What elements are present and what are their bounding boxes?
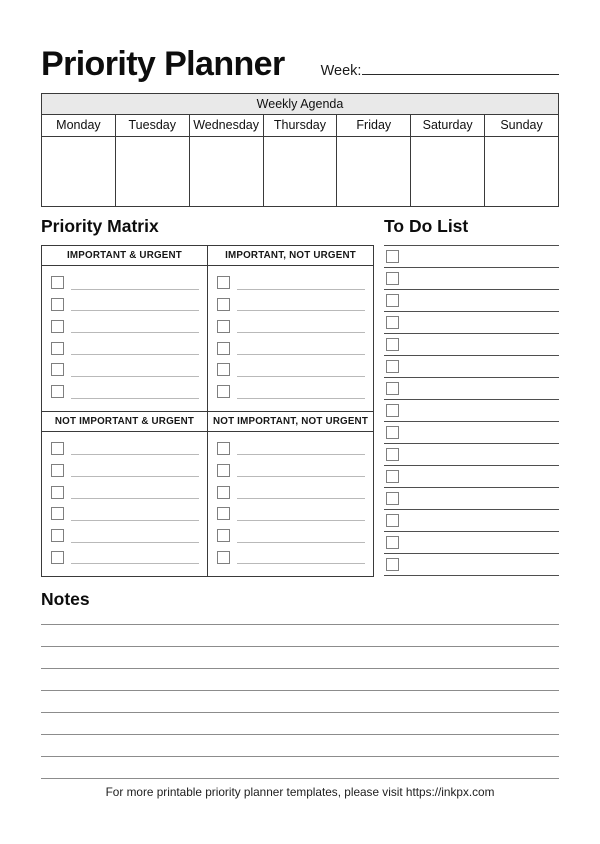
matrix-task-row: [51, 381, 199, 403]
week-input-line: [362, 61, 559, 75]
notes-write-line: [41, 757, 559, 779]
checkbox[interactable]: [386, 316, 399, 329]
task-write-line: [237, 520, 365, 521]
agenda-entry-cell: [263, 136, 337, 206]
task-write-line: [237, 454, 365, 455]
quadrant-header-not-important-not-urgent: NOT IMPORTANT, NOT URGENT: [208, 411, 374, 431]
matrix-task-row: [217, 481, 365, 503]
matrix-header-row: [42, 411, 374, 431]
priority-matrix-section: [41, 216, 374, 578]
checkbox[interactable]: [51, 486, 64, 499]
todo-list-section: [384, 216, 559, 576]
checkbox[interactable]: [386, 492, 399, 505]
checkbox[interactable]: [217, 298, 230, 311]
task-write-line: [71, 289, 199, 290]
matrix-task-row: [51, 337, 199, 359]
footer-text: For more printable priority planner templates, please visit https://inkpx.com: [105, 785, 495, 800]
checkbox[interactable]: [386, 382, 399, 395]
checkbox[interactable]: [386, 338, 399, 351]
task-write-line: [71, 398, 199, 399]
checkbox[interactable]: [217, 551, 230, 564]
agenda-day-header: Sunday: [485, 114, 559, 136]
checkbox[interactable]: [217, 363, 230, 376]
todo-row: [384, 312, 559, 334]
matrix-task-row: [217, 547, 365, 569]
agenda-entry-row: [42, 136, 559, 206]
todo-row: [384, 444, 559, 466]
todo-row: [384, 554, 559, 576]
agenda-entry-cell: [337, 136, 411, 206]
todo-row: [384, 378, 559, 400]
checkbox[interactable]: [386, 514, 399, 527]
quadrant-cell-important-urgent: [42, 265, 208, 411]
task-write-line: [71, 310, 199, 311]
todo-row: [384, 400, 559, 422]
matrix-task-row: [217, 359, 365, 381]
checkbox[interactable]: [386, 558, 399, 571]
checkbox[interactable]: [51, 529, 64, 542]
notes-section: [41, 589, 559, 779]
matrix-task-row: [51, 438, 199, 460]
agenda-entry-cell: [411, 136, 485, 206]
agenda-day-header: Friday: [337, 114, 411, 136]
checkbox[interactable]: [51, 320, 64, 333]
matrix-task-row: [51, 272, 199, 294]
weekly-agenda-table: [41, 93, 559, 207]
weekly-agenda-title: Weekly Agenda: [42, 93, 559, 114]
todo-row: [384, 268, 559, 290]
checkbox[interactable]: [386, 360, 399, 373]
checkbox[interactable]: [386, 426, 399, 439]
task-write-line: [237, 398, 365, 399]
task-write-line: [237, 476, 365, 477]
task-write-line: [237, 542, 365, 543]
task-write-line: [237, 289, 365, 290]
checkbox[interactable]: [51, 442, 64, 455]
quadrant-cell-important-not-urgent: [208, 265, 374, 411]
notes-write-line: [41, 618, 559, 625]
task-write-line: [71, 376, 199, 377]
task-write-line: [71, 454, 199, 455]
task-write-line: [71, 520, 199, 521]
matrix-header-row: [42, 245, 374, 265]
matrix-task-row: [217, 503, 365, 525]
checkbox[interactable]: [386, 448, 399, 461]
notes-write-line: [41, 625, 559, 647]
agenda-entry-cell: [189, 136, 263, 206]
checkbox[interactable]: [217, 342, 230, 355]
main-section: [41, 216, 559, 578]
checkbox[interactable]: [386, 536, 399, 549]
task-write-line: [237, 332, 365, 333]
matrix-task-row: [51, 459, 199, 481]
task-write-line: [71, 354, 199, 355]
task-write-line: [237, 498, 365, 499]
week-label: Week:: [320, 63, 362, 79]
agenda-title-row: [42, 93, 559, 114]
page-title: Priority Planner: [41, 45, 285, 83]
checkbox[interactable]: [51, 551, 64, 564]
checkbox[interactable]: [217, 507, 230, 520]
matrix-task-row: [217, 337, 365, 359]
notes-write-line: [41, 669, 559, 691]
agenda-entry-cell: [485, 136, 559, 206]
todo-row: [384, 246, 559, 268]
checkbox[interactable]: [386, 250, 399, 263]
checkbox[interactable]: [51, 276, 64, 289]
task-write-line: [237, 354, 365, 355]
checkbox[interactable]: [217, 529, 230, 542]
matrix-body-row: [42, 265, 374, 411]
task-write-line: [237, 310, 365, 311]
matrix-task-row: [51, 503, 199, 525]
task-write-line: [71, 332, 199, 333]
checkbox[interactable]: [386, 294, 399, 307]
todo-row: [384, 356, 559, 378]
checkbox[interactable]: [386, 470, 399, 483]
priority-matrix-table: [41, 245, 374, 578]
matrix-task-row: [51, 294, 199, 316]
todo-row: [384, 466, 559, 488]
todo-row: [384, 488, 559, 510]
task-write-line: [71, 476, 199, 477]
notes-write-line: [41, 647, 559, 669]
matrix-task-row: [51, 547, 199, 569]
checkbox[interactable]: [51, 464, 64, 477]
checkbox[interactable]: [386, 404, 399, 417]
agenda-day-header: Wednesday: [189, 114, 263, 136]
checkbox[interactable]: [217, 464, 230, 477]
checkbox[interactable]: [386, 272, 399, 285]
quadrant-cell-not-important-not-urgent: [208, 431, 374, 577]
todo-row: [384, 422, 559, 444]
task-write-line: [237, 376, 365, 377]
agenda-entry-cell: [115, 136, 189, 206]
matrix-task-row: [217, 438, 365, 460]
planner-page: [0, 44, 600, 844]
checkbox[interactable]: [51, 507, 64, 520]
task-write-line: [71, 498, 199, 499]
checkbox[interactable]: [217, 486, 230, 499]
notes-title: Notes: [41, 589, 90, 610]
todo-list: [384, 245, 559, 576]
matrix-task-row: [217, 272, 365, 294]
todo-row: [384, 334, 559, 356]
quadrant-header-important-urgent: IMPORTANT & URGENT: [42, 245, 208, 265]
notes-write-line: [41, 735, 559, 757]
agenda-day-header: Tuesday: [115, 114, 189, 136]
checkbox[interactable]: [217, 276, 230, 289]
agenda-day-header: Monday: [42, 114, 116, 136]
checkbox[interactable]: [217, 385, 230, 398]
matrix-task-row: [217, 459, 365, 481]
checkbox[interactable]: [51, 363, 64, 376]
quadrant-header-not-important-urgent: NOT IMPORTANT & URGENT: [42, 411, 208, 431]
agenda-entry-cell: [42, 136, 116, 206]
todo-row: [384, 290, 559, 312]
week-field: [321, 61, 559, 79]
notes-write-line: [41, 713, 559, 735]
agenda-day-header: Saturday: [411, 114, 485, 136]
page-header: [41, 44, 559, 85]
matrix-task-row: [51, 481, 199, 503]
quadrant-header-important-not-urgent: IMPORTANT, NOT URGENT: [208, 245, 374, 265]
matrix-body-row: [42, 431, 374, 577]
todo-row: [384, 510, 559, 532]
notes-write-line: [41, 691, 559, 713]
matrix-task-row: [51, 359, 199, 381]
priority-matrix-title: Priority Matrix: [41, 215, 159, 236]
quadrant-cell-not-important-urgent: [42, 431, 208, 577]
task-write-line: [71, 563, 199, 564]
matrix-task-row: [217, 315, 365, 337]
notes-lines: [41, 618, 559, 779]
task-write-line: [237, 563, 365, 564]
matrix-task-row: [51, 315, 199, 337]
checkbox[interactable]: [51, 385, 64, 398]
matrix-task-row: [217, 294, 365, 316]
matrix-task-row: [217, 381, 365, 403]
task-write-line: [71, 542, 199, 543]
checkbox[interactable]: [217, 442, 230, 455]
matrix-task-row: [51, 525, 199, 547]
matrix-task-row: [217, 525, 365, 547]
agenda-day-header: Thursday: [263, 114, 337, 136]
checkbox[interactable]: [51, 342, 64, 355]
todo-list-title: To Do List: [384, 215, 469, 236]
agenda-days-row: [42, 114, 559, 136]
checkbox[interactable]: [217, 320, 230, 333]
todo-row: [384, 532, 559, 554]
checkbox[interactable]: [51, 298, 64, 311]
